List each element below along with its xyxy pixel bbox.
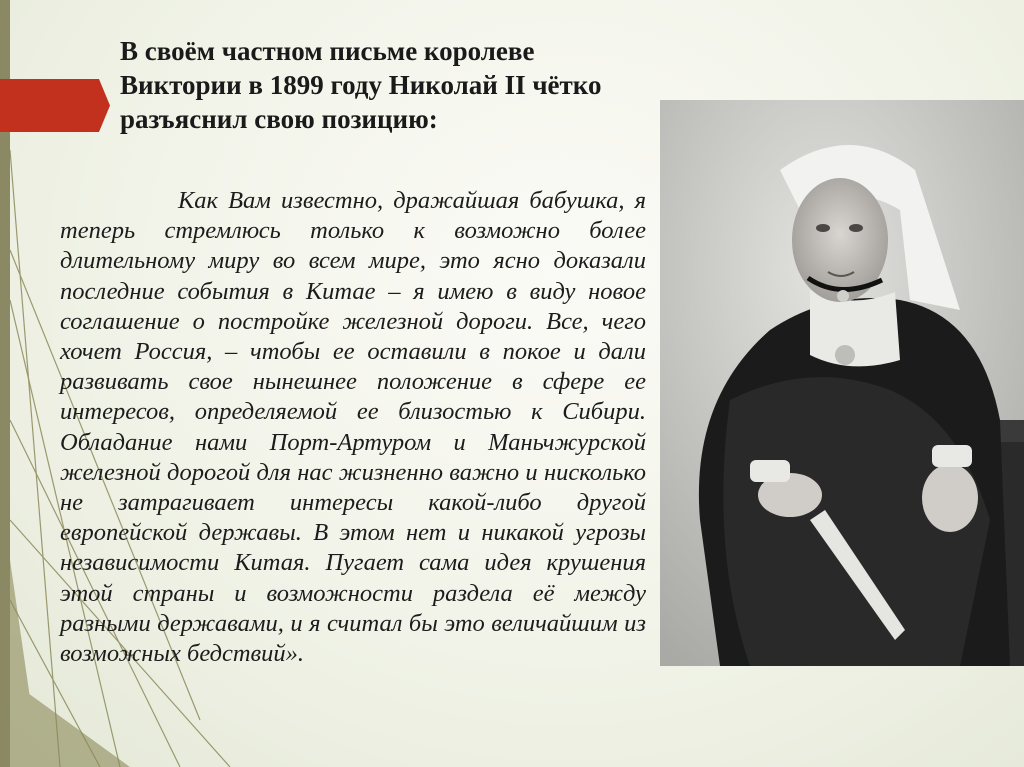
slide-title: В своём частном письме королеве Виктории в 1899 году Николай II чётко разъяснил свою позицию: (120, 36, 602, 134)
portrait-photo (660, 100, 1024, 666)
letter-quote: Как Вам известно, дражайшая бабушка, я теперь стремлюсь только к возможно более длительному миру во всем мире, это ясно доказали последние события в Китае – я имею в виду новое соглашение о постройке железной дороги. Все, чего хочет Россия, – чтобы ее оставили в покое и дали развивать свое нынешнее положение в сфере ее интересов, определяемой ее близостью к Сибири. Обладание нами Порт-Артуром и Маньчжурской железной дорогой для нас жизненно важно и нисколько не затрагивает интересы какой-либо другой европейской державы. В этом нет и никакой угрозы независимости Китая. Пугает сама идея крушения этой страны и возможности раздела её между разными державами, и я считал бы это величайшим из возможных бедствий». (60, 187, 646, 668)
red-arrow-marker (0, 79, 110, 132)
